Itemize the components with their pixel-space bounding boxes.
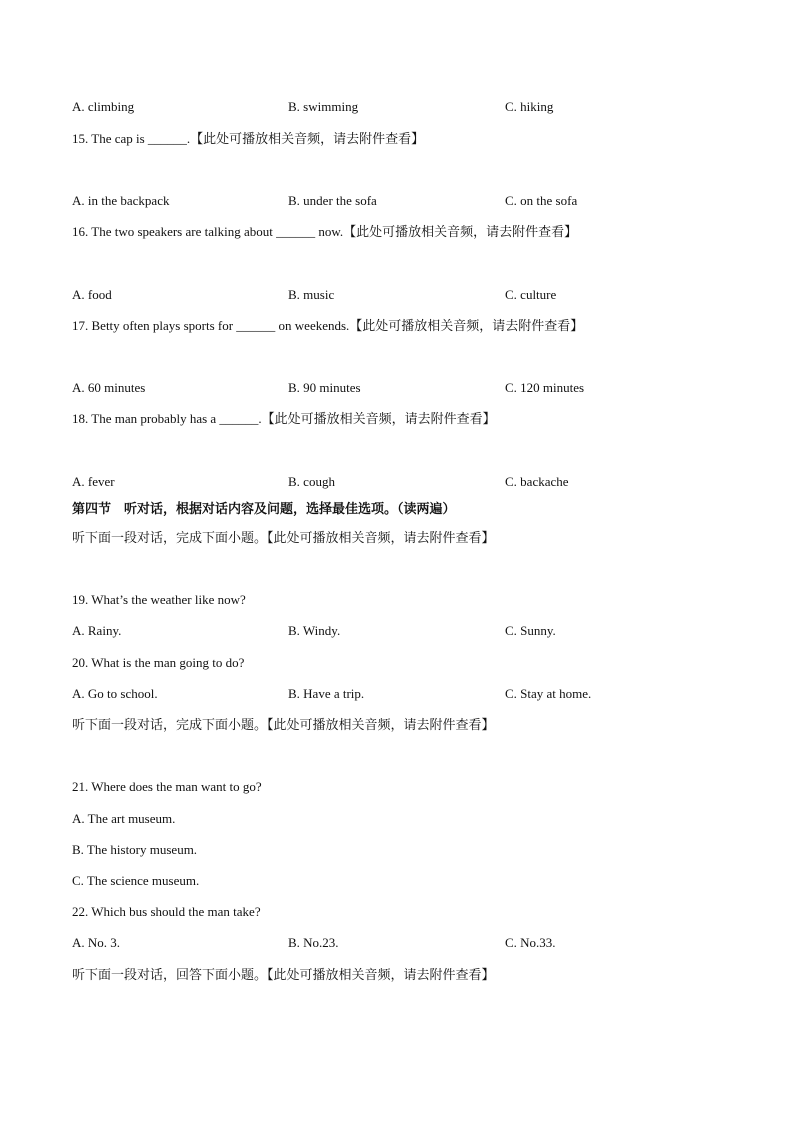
q22-option-b: B. No.23. <box>288 935 339 950</box>
q15-stem: 15. The cap is ______.【此处可播放相关音频，请去附件查看】 <box>72 131 425 146</box>
q15-option-c: C. on the sofa <box>505 193 578 208</box>
q22-stem: 22. Which bus should the man take? <box>72 904 261 919</box>
q21-option-b: B. The history museum. <box>72 842 198 857</box>
q19-option-a: A. Rainy. <box>72 623 122 638</box>
q16-option-c: C. culture <box>505 287 557 302</box>
q17-stem: 17. Betty often plays sports for ______ on weekends.【此处可播放相关音频，请去附件查看】 <box>72 318 584 333</box>
q15-option-a: A. in the backpack <box>72 193 170 208</box>
dialogue-intro-2: 听下面一段对话，完成下面小题。【此处可播放相关音频，请去附件查看】 <box>72 717 495 732</box>
q14-option-b: B. swimming <box>288 99 359 114</box>
q20-option-c: C. Stay at home. <box>505 686 592 701</box>
q15-option-b: B. under the sofa <box>288 193 377 208</box>
q14-option-a: A. climbing <box>72 99 135 114</box>
section-4-heading: 第四节 听对话，根据对话内容及问题，选择最佳选项。（读两遍） <box>72 501 456 516</box>
q19-stem: 19. What’s the weather like now? <box>72 592 246 607</box>
q19-option-c: C. Sunny. <box>505 623 556 638</box>
q21-option-a: A. The art museum. <box>72 811 176 826</box>
q16-stem: 16. The two speakers are talking about ______ now.【此处可播放相关音频，请去附件查看】 <box>72 224 578 239</box>
dialogue-intro-3: 听下面一段对话，回答下面小题。【此处可播放相关音频，请去附件查看】 <box>72 967 495 982</box>
dialogue-intro-1: 听下面一段对话，完成下面小题。【此处可播放相关音频，请去附件查看】 <box>72 530 495 545</box>
q14-option-c: C. hiking <box>505 99 554 114</box>
q18-stem: 18. The man probably has a ______.【此处可播放相关音频，请去附件查看】 <box>72 411 496 426</box>
q17-option-c: C. 120 minutes <box>505 380 585 395</box>
q20-option-a: A. Go to school. <box>72 686 158 701</box>
q16-option-a: A. food <box>72 287 112 302</box>
q21-option-c: C. The science museum. <box>72 873 200 888</box>
q20-option-b: B. Have a trip. <box>288 686 365 701</box>
q18-option-a: A. fever <box>72 474 115 489</box>
q17-option-a: A. 60 minutes <box>72 380 146 395</box>
q18-option-b: B. cough <box>288 474 335 489</box>
q17-option-b: B. 90 minutes <box>288 380 361 395</box>
q21-stem: 21. Where does the man want to go? <box>72 779 262 794</box>
q20-stem: 20. What is the man going to do? <box>72 655 245 670</box>
q19-option-b: B. Windy. <box>288 623 341 638</box>
q22-option-a: A. No. 3. <box>72 935 121 950</box>
q22-option-c: C. No.33. <box>505 935 556 950</box>
q18-option-c: C. backache <box>505 474 569 489</box>
q16-option-b: B. music <box>288 287 335 302</box>
